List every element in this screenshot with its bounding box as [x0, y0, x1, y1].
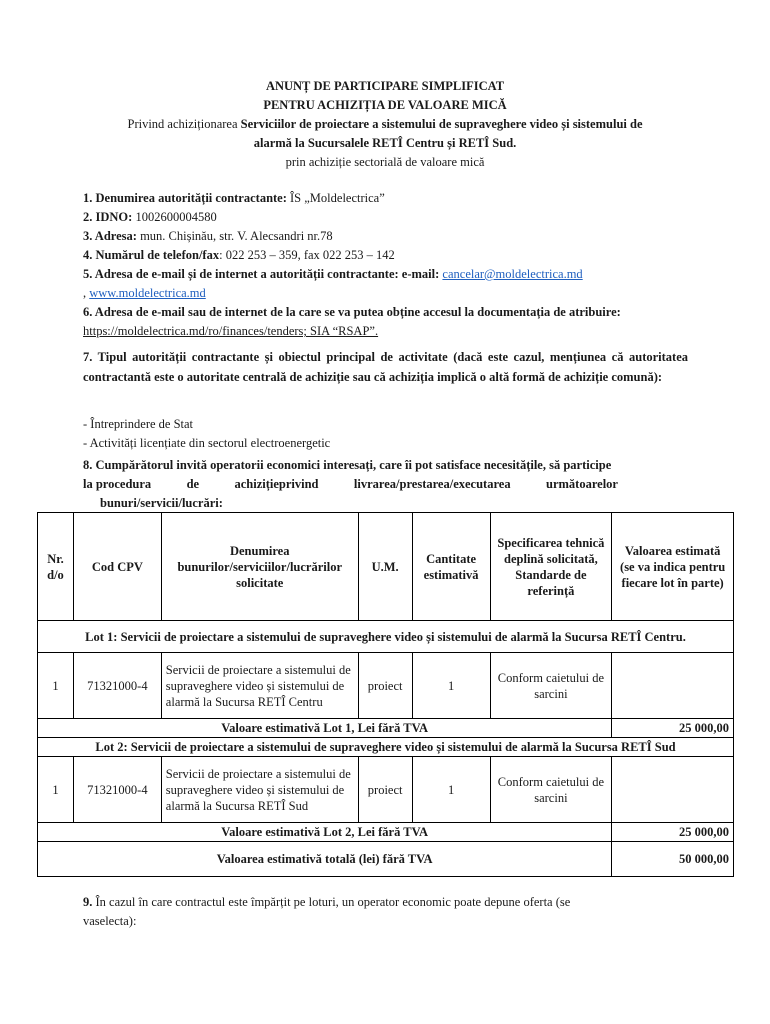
item-2 — [83, 208, 688, 227]
item-2-label: 2. IDNO: — [83, 210, 133, 224]
item-8-line-3: bunuri/servicii/lucrări: — [100, 496, 223, 510]
header-name: Denumirea bunurilor/serviciilor/lucrărilor solicitate — [161, 513, 358, 621]
lot2-um: proiect — [358, 757, 412, 823]
lot2-title-row — [38, 738, 734, 757]
header-nr: Nr. d/o — [38, 513, 74, 621]
lot1-total-value: 25 000,00 — [612, 719, 734, 738]
lot2-total-label: Valoare estimativă Lot 2, Lei fără TVA — [38, 823, 612, 842]
item-4-value: : 022 253 – 359, fax 022 253 – 142 — [219, 248, 395, 262]
item-4 — [83, 246, 688, 265]
item-3-value: mun. Chișinău, str. V. Alecsandri nr.78 — [136, 229, 333, 243]
item-4-label: 4. Numărul de telefon/fax — [83, 248, 220, 262]
email-link[interactable]: cancelar@moldelectrica.md — [442, 267, 583, 281]
item-9 — [83, 893, 688, 912]
lot1-cpv: 71321000-4 — [73, 653, 161, 719]
subject-prefix: Privind achiziționarea — [127, 117, 241, 131]
item-7: 7. Tipul autorității contractante și obiectul principal de activitate (dacă este cazul, mențiunea că autoritatea contractantă este o autoritate centrală de achiziție sau că achiziția implică o altă formă de achiziție comună): — [83, 350, 688, 384]
item-3-label: 3. Adresa: — [83, 229, 137, 243]
lot1-qty: 1 — [412, 653, 490, 719]
item-8-word-3: achizițieprivind — [234, 477, 319, 491]
tender-docs-link[interactable]: https://moldelectrica.md/ro/finances/tenders; SIA “RSAP”. — [83, 324, 379, 338]
item-7-bullet-2: - Activități licențiate din sectorul electroenergetic — [83, 436, 331, 450]
item-1-value: ÎS „Moldelectrica” — [286, 191, 385, 205]
lot1-nr: 1 — [38, 653, 74, 719]
procedure-line: prin achiziție sectorială de valoare mică — [285, 155, 485, 169]
item-9-label: 9. — [83, 895, 93, 909]
lot1-name: Servicii de proiectare a sistemului de supraveghere video și sistemului de alarmă la Sucursa RETÎ Centru — [161, 653, 358, 719]
lot2-spec: Conform caietului de sarcini — [490, 757, 612, 823]
item-5-separator: , — [83, 286, 90, 300]
item-8-word-1: la procedura — [83, 477, 152, 491]
grand-total-row — [38, 842, 734, 877]
header-cpv: Cod CPV — [73, 513, 161, 621]
lot1-um: proiect — [358, 653, 412, 719]
website-link[interactable]: www.moldelectrica.md — [89, 286, 206, 300]
item-8-line-2 — [83, 475, 618, 494]
header-qty: Cantitate estimativă — [412, 513, 490, 621]
lot2-total-row — [38, 823, 734, 842]
item-8-word-5: următoarelor — [546, 477, 618, 491]
item-1-label: 1. Denumirea autorității contractante: — [83, 191, 287, 205]
lot2-title: Lot 2: Servicii de proiectare a sistemului de supraveghere video și sistemului de alarmă la Sucursa RETÎ Sud — [38, 738, 734, 757]
lot1-total-row — [38, 719, 734, 738]
item-2-value: 1002600004580 — [132, 210, 217, 224]
lot2-name: Servicii de proiectare a sistemului de supraveghere video și sistemului de alarmă la Sucursa RETÎ Sud — [161, 757, 358, 823]
table-row — [38, 757, 734, 823]
grand-total-label: Valoarea estimativă totală (lei) fără TVA — [38, 842, 612, 877]
lot2-nr: 1 — [38, 757, 74, 823]
item-7-bullet-1: - Întreprindere de Stat — [83, 417, 194, 431]
lot2-value — [612, 757, 734, 823]
lot1-title: Lot 1: Servicii de proiectare a sistemului de supraveghere video și sistemului de alarmă la Sucursa RETÎ Centru. — [38, 621, 734, 653]
item-6-cont — [83, 322, 688, 341]
subject-line-2: alarmă la Sucursalele RETÎ Centru și RETÎ Sud. — [253, 136, 517, 150]
lot1-total-label: Valoare estimativă Lot 1, Lei fără TVA — [38, 719, 612, 738]
lot1-title-row — [38, 621, 734, 653]
header-um: U.M. — [358, 513, 412, 621]
lot2-cpv: 71321000-4 — [73, 757, 161, 823]
item-5-label: 5. Adresa de e-mail și de internet a autorității contractante: e-mail: — [83, 267, 440, 281]
lot2-qty: 1 — [412, 757, 490, 823]
item-8-word-4: livrarea/prestarea/executarea — [353, 477, 511, 491]
table-row — [38, 653, 734, 719]
table-header-row — [38, 513, 734, 621]
item-6-label: 6. Adresa de e-mail sau de internet de la care se va putea obține accesul la documentația de atribuire: — [83, 305, 621, 319]
header-spec: Specificarea tehnică deplină solicitată, Standarde de referință — [490, 513, 612, 621]
procurement-table — [37, 512, 734, 877]
item-5 — [83, 265, 688, 284]
item-3 — [83, 227, 688, 246]
subject-bold-1: Serviciilor de proiectare a sistemului de supraveghere video și sistemului de — [240, 117, 643, 131]
grand-total-value: 50 000,00 — [612, 842, 734, 877]
item-6 — [83, 303, 688, 322]
title-line-1: ANUNȚ DE PARTICIPARE SIMPLIFICAT — [265, 79, 505, 93]
item-8-word-2: de — [186, 477, 200, 491]
lot1-value — [612, 653, 734, 719]
item-5-cont — [83, 284, 688, 303]
item-9-text: În cazul în care contractul este împărțit pe loturi, un operator economic poate depune oferta (se — [92, 895, 571, 909]
item-1 — [83, 189, 688, 208]
lot1-spec: Conform caietului de sarcini — [490, 653, 612, 719]
item-9-cont: vaselecta): — [83, 914, 137, 928]
subject-line-1 — [60, 115, 710, 134]
item-8-line-1: 8. Cumpărătorul invită operatorii economici interesați, care îi pot satisface necesitățile, să participe — [83, 458, 612, 472]
header-value: Valoarea estimată (se va indica pentru fiecare lot în parte) — [612, 513, 734, 621]
lot2-total-value: 25 000,00 — [612, 823, 734, 842]
title-line-2: PENTRU ACHIZIȚIA DE VALOARE MICĂ — [263, 98, 507, 112]
